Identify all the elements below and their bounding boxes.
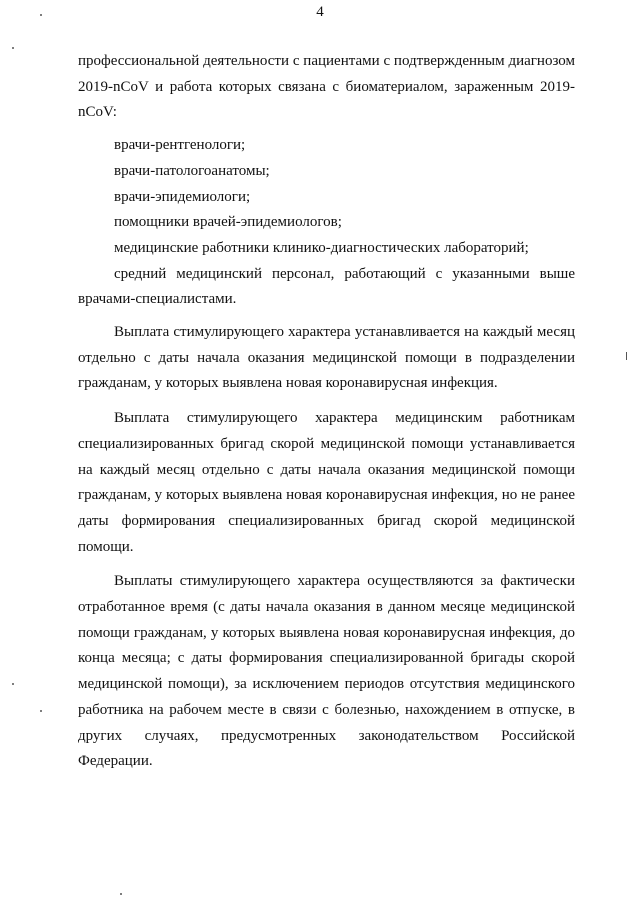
- scan-speck: [12, 47, 14, 49]
- list-item-epidemiologist-assistants: помощники врачей-эпидемиологов;: [114, 214, 342, 231]
- paragraph-monthly-payment: Выплата стимулирующего характера устанавливается на каждый месяц отдельно с даты начала оказания медицинской помощи в подразделении гражданам, у которых выявлена новая коронавирусная инфекция.: [78, 324, 575, 392]
- scan-speck: [626, 352, 627, 360]
- paragraph-ambulance-teams: Выплата стимулирующего характера медицинским работникам специализированных бригад скорой медицинской помощи устанавливается на каждый месяц отдельно с даты начала оказания медицинской помощи гражданам, у которых выявлена новая коронавирусная инфекция, но не ранее даты формирования специализированных бригад скорой медицинской помощи.: [78, 410, 575, 555]
- document-body: [78, 49, 575, 775]
- scan-speck: [12, 683, 14, 685]
- scan-speck: [120, 893, 122, 895]
- list-item-lab-workers: медицинские работники клинико-диагностических лабораторий;: [114, 239, 529, 256]
- scan-speck: [40, 710, 42, 712]
- paragraph-continuation: профессиональной деятельности с пациентами с подтвержденным диагнозом 2019-nCoV и работа которых связана с биоматериалом, зараженным 2019-nCoV:: [78, 53, 575, 121]
- list-item-pathologists: врачи-патологоанатомы;: [114, 162, 270, 179]
- list-item-radiologists: врачи-рентгенологи;: [114, 137, 246, 154]
- paragraph-actual-time-worked: Выплаты стимулирующего характера осуществляются за фактически отработанное время (с даты начала оказания в данном месяце медицинской помощи гражданам, у которых выявлена новая коронавирусная инфекция, до конца месяца; с даты формирования специализированной бригады скорой медицинской помощи), за исключением периодов отсутствия медицинского работника на рабочем месте в связи с болезнью, нахождением в отпуске, в других случаях, предусмотренных законодательством Российской Федерации.: [78, 573, 575, 770]
- list-item-epidemiologists: врачи-эпидемиологи;: [114, 188, 251, 205]
- scan-speck: [40, 14, 42, 16]
- paragraph-nursing-staff: средний медицинский персонал, работающий с указанными выше врачами-специалистами.: [78, 265, 575, 308]
- page-number: 4: [316, 4, 324, 20]
